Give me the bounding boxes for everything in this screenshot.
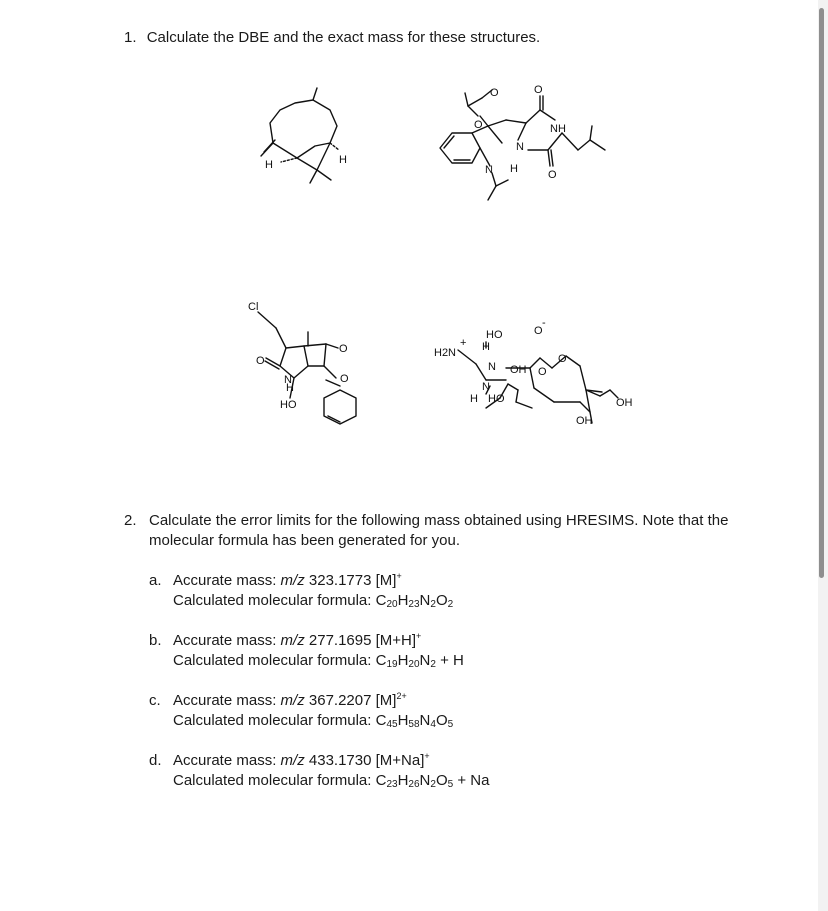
structure-2-label-n2: N (485, 164, 493, 176)
structure-2-label-o1: O (490, 87, 499, 99)
structure-1-label-h1: H (265, 159, 273, 171)
question-2 (124, 511, 764, 551)
list-item-c (149, 691, 453, 731)
structure-3-label-n: N (284, 374, 292, 386)
formula-line: Calculated molecular formula: $C_{45}H_{58}N_4O_5$ (173, 712, 454, 730)
item-label: c. (149, 692, 161, 709)
structure-bicyclic-terpene (255, 88, 355, 188)
accurate-mass-line: Accurate mass: m/z 323.1773 [M]+ (173, 571, 402, 589)
molecular-formula: $C_{19}H_{20}N_2$ (375, 652, 436, 670)
accurate-mass-line: Accurate mass: m/z 433.1730 [M+Na]+ (173, 751, 430, 769)
formula-line: Calculated molecular formula: $C_{19}H_{20}N_2 + H$ (173, 652, 464, 670)
structure-4-label-h2: H (470, 393, 478, 405)
structure-4-label-minus: - (542, 317, 546, 329)
structure-3-label-o1: O (256, 355, 265, 367)
structure-4-label-n1: N (488, 361, 496, 373)
question-1-text: Calculate the DBE and the exact mass for these structures. (146, 29, 541, 46)
structure-4-label-o3: O (558, 353, 567, 365)
structure-2-label-n1: N (516, 141, 524, 153)
structure-indole-diketopiperazine (430, 78, 610, 213)
structure-3-label-ho: HO (280, 399, 297, 411)
item-label: a. (149, 572, 162, 589)
structure-4-label-oh3: OH (616, 397, 633, 409)
structure-3-label-o3: O (340, 373, 349, 385)
accurate-mass-line: Accurate mass: m/z 277.1695 [M+H]+ (173, 631, 422, 649)
question-2-text: Calculate the error limits for the following mass obtained using HRESIMS. Note that the molecular formula has been generated for you. (149, 512, 729, 549)
structure-guanidine-polyol (430, 318, 640, 430)
list-item-d (149, 751, 489, 791)
formula-line: Calculated molecular formula: $C_{20}H_{23}N_2O_2$ (173, 592, 454, 610)
molecular-formula: $C_{23}H_{26}N_2O_5$ (375, 772, 454, 790)
structure-4-label-h2n: H2N (434, 347, 457, 359)
structure-chloro-lactam (244, 298, 374, 433)
structure-4-label-o2: O (538, 366, 547, 378)
structure-2-label-o3: O (534, 84, 543, 96)
structure-4-label-h1: H (482, 341, 490, 353)
structure-4-label-oh2: OH (576, 415, 593, 427)
list-item-a (149, 571, 453, 611)
list-item-b (149, 631, 464, 671)
structure-4-label-o1: O (534, 325, 543, 337)
structure-1-label-h2: H (339, 154, 347, 166)
vertical-scrollbar[interactable] (819, 8, 824, 578)
structure-3-label-h: H (286, 382, 294, 394)
structure-2-label-nh: NH (550, 123, 566, 135)
formula-line: Calculated molecular formula: $C_{23}H_{26}N_2O_5 + Na$ (173, 772, 490, 790)
structure-3-label-cl: Cl (248, 301, 259, 313)
item-label: d. (149, 752, 162, 769)
structure-2-label-h: H (510, 163, 518, 175)
structure-3-label-o2: O (339, 343, 348, 355)
item-label: b. (149, 632, 162, 649)
structure-2-label-o2: O (474, 119, 483, 131)
molecular-formula: $C_{20}H_{23}N_2O_2$ (375, 592, 454, 610)
structure-2-label-o4: O (548, 169, 557, 181)
structure-4-label-ho1: HO (486, 329, 503, 341)
question-1 (124, 28, 540, 48)
accurate-mass-line: Accurate mass: m/z 367.2207 $[M]^{2+}$ (173, 691, 407, 709)
question-2-number: 2. (124, 512, 137, 529)
structure-4-label-oh1: OH (510, 364, 527, 376)
structure-4-label-ho2: HO (488, 393, 505, 405)
question-1-number: 1. (124, 29, 137, 46)
structure-4-label-plus: + (460, 337, 467, 349)
molecular-formula: $C_{45}H_{58}N_4O_5$ (375, 712, 454, 730)
structure-4-label-n2: N (482, 381, 490, 393)
